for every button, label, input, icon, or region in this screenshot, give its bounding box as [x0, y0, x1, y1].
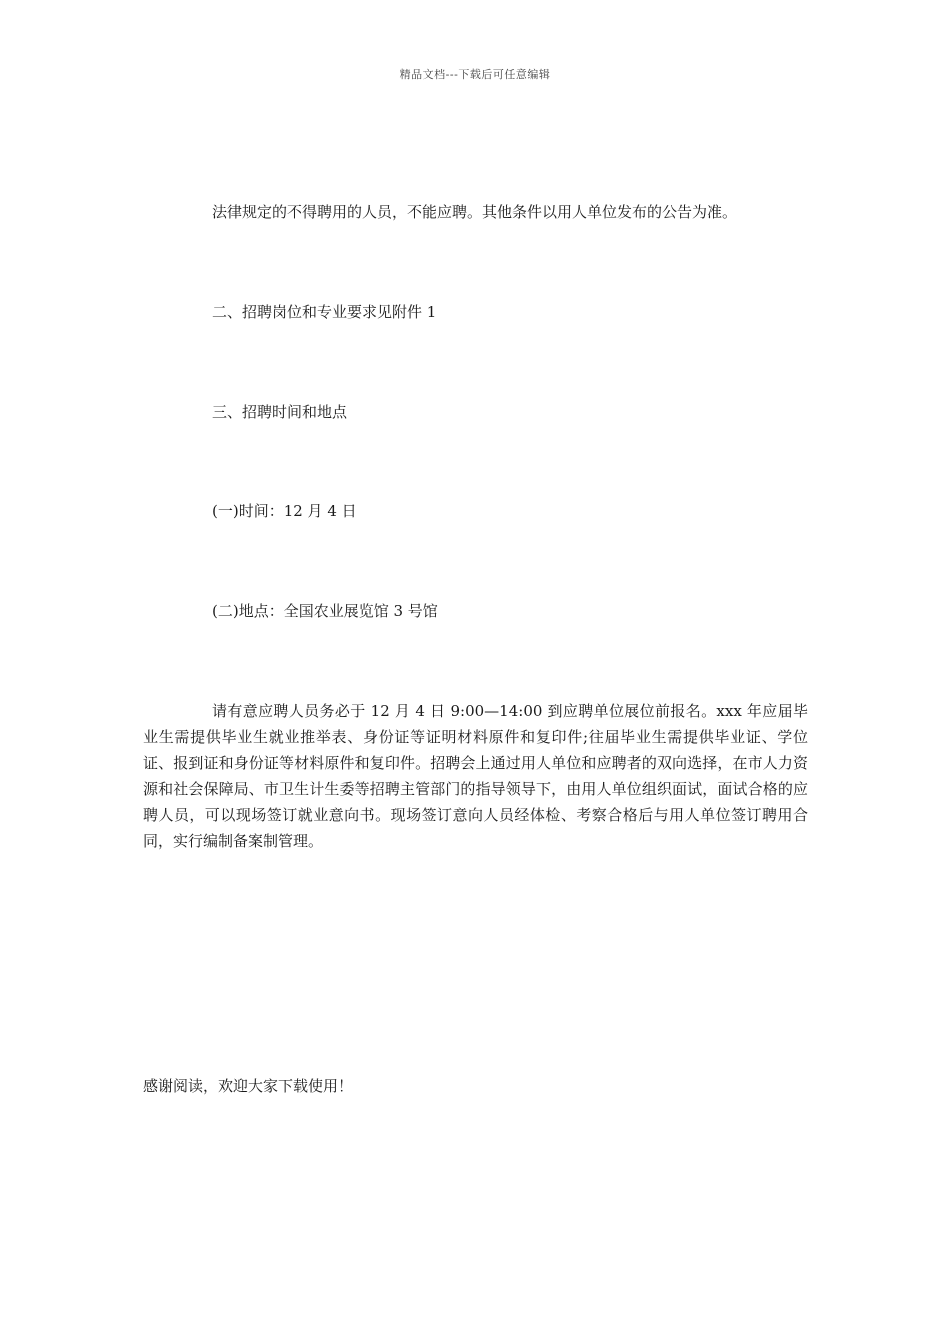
location-item: (二)地点：全国农业展览馆 3 号馆	[212, 602, 438, 620]
section-heading-positions: 二、招聘岗位和专业要求见附件 1	[212, 303, 437, 321]
requirement-note: 法律规定的不得聘用的人员，不能应聘。其他条件以用人单位发布的公告为准。	[212, 203, 738, 221]
closing-text: 感谢阅读，欢迎大家下载使用！	[143, 1077, 354, 1095]
time-item: (一)时间：12 月 4 日	[212, 502, 357, 520]
document-header: 精品文档---下载后可任意编辑	[399, 68, 551, 81]
registration-paragraph: 请有意应聘人员务必于 12 月 4 日 9:00—14:00 到应聘单位展位前报名。xxx 年应届毕业生需提供毕业生就业推举表、身份证等证明材料原件和复印件;往届毕业生需提供毕业证、学位证、报到证和身份证等材料原件和复印件。招聘会上通过用人单位和应聘者的双向选择，在市人力资源和社会保障局、市卫生计生委等招聘主管部门的指导领导下，由用人单位组织面试，面试合格的应聘人员，可以现场签订就业意向书。现场签订意向人员经体检、考察合格后与用人单位签订聘用合同，实行编制备案制管理。	[143, 702, 808, 850]
section-heading-time-location: 三、招聘时间和地点	[212, 403, 348, 421]
